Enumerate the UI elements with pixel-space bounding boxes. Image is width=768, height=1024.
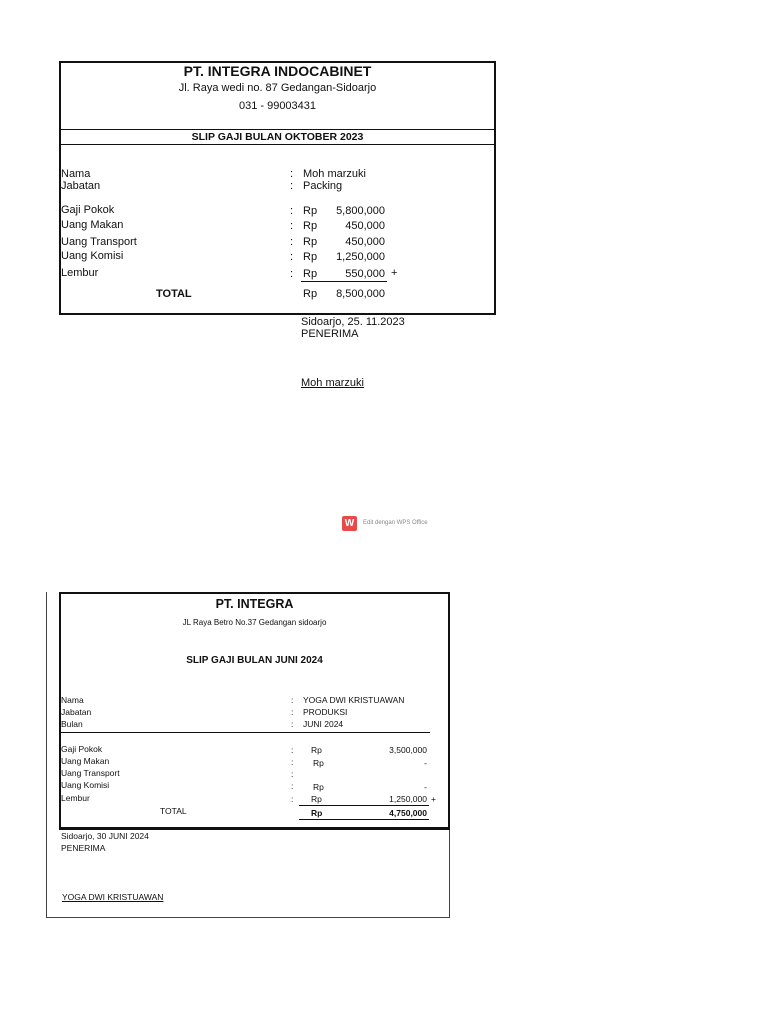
slip-2-total-amount: 4,750,000 [389, 808, 427, 818]
slip-2-address: JL Raya Betro No.37 Gedangan sidoarjo [182, 618, 327, 627]
slip-1-colon: : [290, 168, 294, 180]
slip-2-item-label: Uang Makan [61, 756, 110, 766]
slip-1-colon: : [290, 268, 294, 280]
slip-1-item-amount: 450,000 [345, 236, 385, 248]
slip-1-colon: : [290, 205, 294, 217]
slip-1-name-value: Moh marzuki [303, 168, 366, 180]
slip-1-item-currency: Rp [303, 268, 318, 280]
slip-1-item-currency: Rp [303, 251, 318, 263]
slip-2-item-currency: Rp [313, 782, 324, 792]
slip-2-name-label: Nama [61, 695, 84, 705]
slip-2-plus-sign: + [431, 794, 436, 804]
slip-1-position-label: Jabatan [61, 180, 101, 192]
slip-2-sum-line [299, 805, 429, 806]
slip-1-colon: : [290, 251, 294, 263]
slip-1-item-label: Uang Makan [61, 219, 124, 231]
slip-2-item-label: Gaji Pokok [61, 744, 103, 754]
slip-2-item-label: Uang Transport [61, 768, 120, 778]
slip-2-title: SLIP GAJI BULAN JUNI 2024 [186, 655, 323, 666]
slip-1-item-currency: Rp [303, 236, 318, 248]
slip-2-receiver-label: PENERIMA [61, 843, 106, 853]
slip-1-item-amount: 550,000 [345, 268, 385, 280]
slip-2-colon: : [291, 781, 294, 791]
wps-logo-icon: W [342, 516, 357, 531]
slip-2-colon: : [291, 695, 294, 705]
slip-2-month-label: Bulan [61, 719, 83, 729]
slip-1-divider-bottom [59, 144, 496, 145]
slip-2-colon: : [291, 719, 294, 729]
slip-2-item-amount: 3,500,000 [389, 745, 427, 755]
slip-2-colon: : [291, 769, 294, 779]
slip-2-receiver-name: YOGA DWI KRISTUAWAN [62, 892, 164, 902]
slip-2-total-label: TOTAL [160, 806, 187, 816]
slip-1-place-date: Sidoarjo, 25. 11.2023 [301, 316, 405, 328]
slip-1-phone: 031 - 99003431 [238, 100, 317, 112]
slip-2-company: PT. INTEGRA [215, 597, 294, 611]
slip-1-colon: : [290, 180, 294, 192]
slip-1-receiver-label: PENERIMA [301, 328, 359, 340]
slip-1-sum-line [301, 281, 387, 282]
slip-2-month-value: JUNI 2024 [303, 719, 344, 729]
slip-1-item-currency: Rp [303, 220, 318, 232]
slip-2-position-label: Jabatan [61, 707, 92, 717]
slip-2-position-value: PRODUKSI [303, 707, 348, 717]
slip-1-item-amount: 450,000 [345, 220, 385, 232]
slip-2-info-divider [59, 732, 430, 733]
slip-1-colon: : [290, 236, 294, 248]
slip-2-place-date: Sidoarjo, 30 JUNI 2024 [61, 831, 149, 841]
slip-1-total-currency: Rp [303, 288, 318, 300]
slip-1-title: SLIP GAJI BULAN OKTOBER 2023 [191, 131, 364, 143]
slip-2-item-label: Uang Komisi [61, 780, 110, 790]
slip-1-item-label: Gaji Pokok [61, 204, 115, 216]
slip-2-item-amount: 1,250,000 [389, 794, 427, 804]
slip-1-item-currency: Rp [303, 205, 318, 217]
slip-1-item-label: Lembur [61, 267, 99, 279]
slip-2-colon: : [291, 757, 294, 767]
slip-2-colon: : [291, 794, 294, 804]
slip-1-colon: : [290, 220, 294, 232]
slip-2-item-currency: Rp [313, 758, 324, 768]
slip-1-plus-sign: + [391, 267, 398, 279]
slip-1-name-label: Nama [61, 168, 91, 180]
slip-1-receiver-name: Moh marzuki [301, 377, 364, 389]
slip-2-colon: : [291, 707, 294, 717]
slip-1-divider-top [59, 129, 496, 130]
slip-2-item-currency: Rp [311, 745, 322, 755]
slip-2-item-label: Lembur [61, 793, 90, 803]
slip-1-total-amount: 8,500,000 [336, 288, 385, 300]
slip-2-item-currency: Rp [311, 794, 322, 804]
slip-1-total-label: TOTAL [156, 288, 192, 300]
slip-2-item-amount: - [424, 758, 427, 768]
slip-2-total-underline [299, 819, 429, 820]
slip-1-address: Jl. Raya wedi no. 87 Gedangan-Sidoarjo [178, 82, 377, 94]
wps-watermark-text: Edit dengan WPS Office [363, 520, 428, 526]
slip-1-item-amount: 1,250,000 [336, 251, 385, 263]
slip-1-item-label: Uang Transport [61, 236, 137, 248]
slip-1-position-value: Packing [303, 180, 343, 192]
slip-1-item-label: Uang Komisi [61, 250, 124, 262]
slip-2-total-currency: Rp [311, 808, 323, 818]
slip-2-colon: : [291, 745, 294, 755]
slip-2-name-value: YOGA DWI KRISTUAWAN [303, 695, 405, 705]
slip-2-item-amount: - [424, 782, 427, 792]
slip-1-company: PT. INTEGRA INDOCABINET [183, 63, 372, 79]
slip-1-item-amount: 5,800,000 [336, 205, 385, 217]
